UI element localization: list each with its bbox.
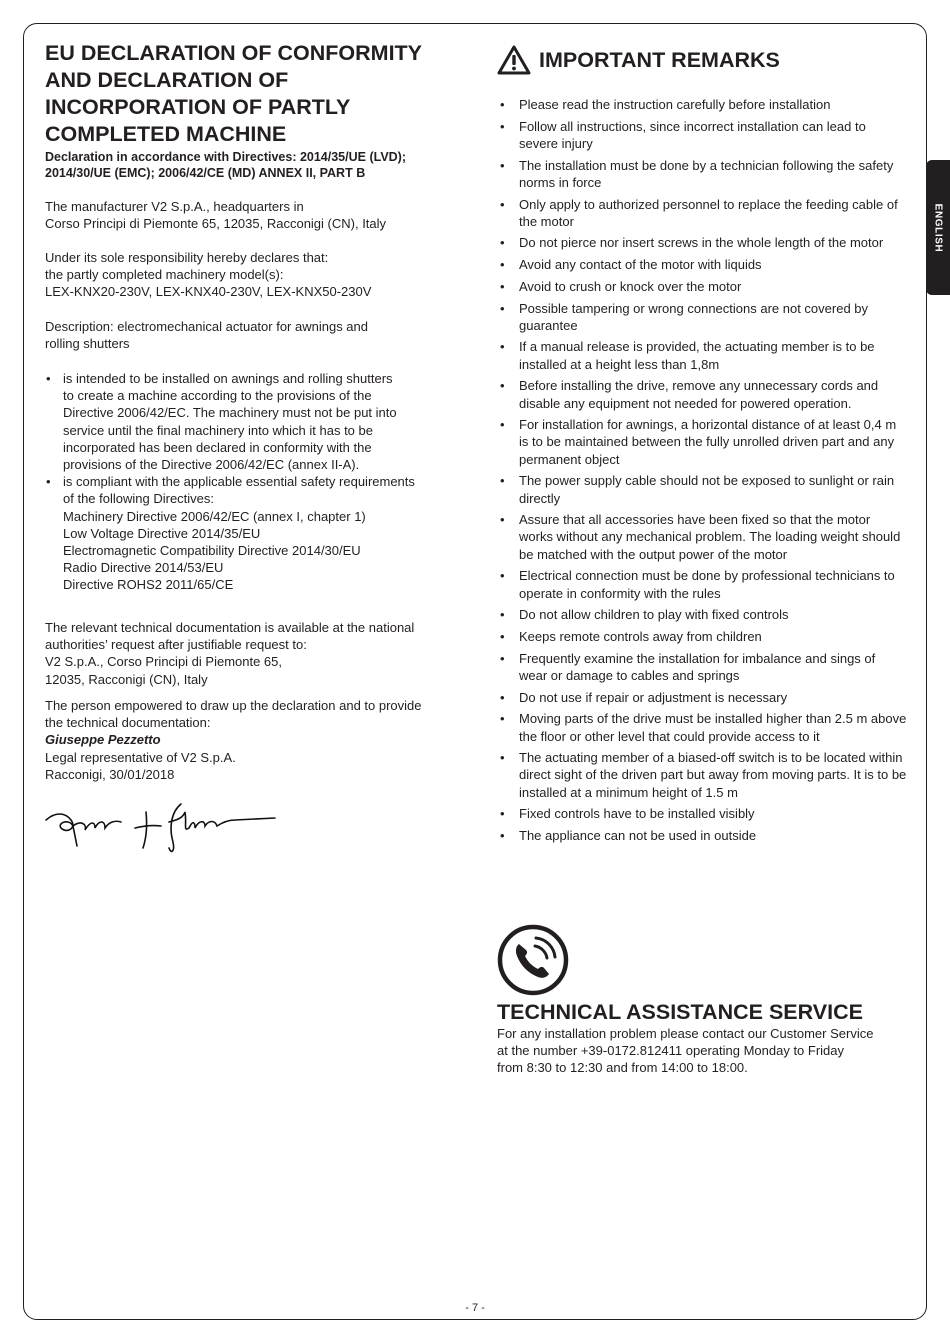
remarks-section: [497, 40, 907, 1076]
language-tab: [926, 160, 950, 295]
remarks-title: IMPORTANT REMARKS: [539, 47, 780, 72]
list-item: • Follow all instructions, since incorrect installation can lead to severe injury: [497, 118, 907, 152]
list-item: • Please read the instruction carefully before installation: [497, 96, 907, 113]
list-item: • Keeps remote controls away from children: [497, 628, 907, 645]
language-tab-label: ENGLISH: [932, 203, 944, 252]
responsibility-text: Under its sole responsibility hereby declares that: the partly completed machinery model(s): LEX-KNX20-230V, LEX-KNX40-230V, LEX-KNX50-230V: [45, 250, 372, 300]
signatory-name: Giuseppe Pezzetto: [45, 732, 161, 748]
signature-image: [43, 798, 278, 860]
list-item: • Do not allow children to play with fixed controls: [497, 606, 907, 623]
assistance-text: For any installation problem please contact our Customer Service at the number +39-0172.812411 operating Monday to Friday from 8:30 to 12:30 and from 14:00 to 18:00.: [497, 1026, 874, 1076]
list-item: • Frequently examine the installation for imbalance and sings of wear or damage to cables and springs: [497, 650, 907, 684]
manufacturer-text: The manufacturer V2 S.p.A., headquarters in Corso Principi di Piemonte 65, 12035, Racconigi (CN), Italy: [45, 199, 387, 232]
list-item: • Possible tampering or wrong connections are not covered by guarantee: [497, 300, 907, 334]
list-item: • If a manual release is provided, the actuating member is to be installed at a height less than 1,8m: [497, 338, 907, 372]
list-item: • Avoid any contact of the motor with liquids: [497, 256, 907, 273]
page-number: - 7 -: [465, 1302, 485, 1314]
list-item: • Before installing the drive, remove any unnecessary cords and disable any equipment not needed for powered operation.: [497, 377, 907, 411]
list-item: • Electrical connection must be done by professional technicians to operate in conformity with the rules: [497, 567, 907, 601]
list-item: • Only apply to authorized personnel to replace the feeding cable of the motor: [497, 196, 907, 230]
assistance-title: TECHNICAL ASSISTANCE SERVICE: [497, 1000, 863, 1024]
signatory-role: Legal representative of V2 S.p.A.: [45, 749, 236, 765]
list-item: • Fixed controls have to be installed visibly: [497, 805, 907, 822]
list-item: • The power supply cable should not be exposed to sunlight or rain directly: [497, 472, 907, 506]
declaration-bullets: [45, 370, 465, 594]
declaration-title: EU DECLARATION OF CONFORMITY AND DECLARATION OF INCORPORATION OF PARTLY COMPLETED MACHINE: [45, 41, 422, 146]
list-item: • Do not pierce nor insert screws in the whole length of the motor: [497, 234, 907, 251]
declaration-section: [45, 40, 465, 782]
list-item: • Do not use if repair or adjustment is necessary: [497, 689, 907, 706]
declaration-subtitle: Declaration in accordance with Directives: 2014/35/UE (LVD); 2014/30/UE (EMC); 2006/42/CE (MD) ANNEX II, PART B: [45, 150, 407, 180]
signatory-block: [45, 697, 422, 783]
place-date: Racconigi, 30/01/2018: [45, 766, 175, 782]
list-item: • is compliant with the applicable essential safety requirements of the following Directives: Machinery Directive 2006/42/EC (annex I, chapter 1) Low Voltage Directive 2014/35/EU Electromagnetic Compatibility Directive 2014/30/EU Radio Directive 2014/53/EU Directive ROHS2 2011/65/CE: [45, 473, 465, 593]
list-item: • For installation for awnings, a horizontal distance of at least 0,4 m is to be maintained between the fully unrolled driven part and any permanent object: [497, 416, 907, 468]
list-item: • The appliance can not be used in outside: [497, 827, 907, 844]
warning-triangle-icon: [497, 45, 531, 75]
empowered-intro: The person empowered to draw up the declaration and to provide the technical documentation:: [45, 698, 422, 731]
list-item: • is intended to be installed on awnings and rolling shutters to create a machine according to the provisions of the Directive 2006/42/EC. The machinery must not be put into service until the final machinery into which it has to be incorporated has been declared in conformity with the provisions of the Directive 2006/42/EC (annex II-A).: [45, 370, 465, 473]
list-item: • The installation must be done by a technician following the safety norms in force: [497, 157, 907, 191]
description-text: Description: electromechanical actuator for awnings and rolling shutters: [45, 319, 369, 352]
remarks-list: [497, 96, 907, 849]
list-item: • Avoid to crush or knock over the motor: [497, 278, 907, 295]
list-item: • The actuating member of a biased-off switch is to be located within direct sight of the driven part but away from moving parts. It is to be installed at a minimum height of 1.5 m: [497, 749, 907, 801]
list-item: • Moving parts of the drive must be installed higher than 2.5 m above the floor or other level that could provide access to it: [497, 710, 907, 744]
list-item: • Assure that all accessories have been fixed so that the motor works without any mechanical problem. The loading weight should be matched with the output power of the motor: [497, 511, 907, 563]
remarks-header: [497, 40, 907, 80]
technical-doc-text: The relevant technical documentation is available at the national authorities’ request after justifiable request to: V2 S.p.A., Corso Principi di Piemonte 65, 12035, Racconigi (CN), Italy: [45, 620, 415, 687]
phone-icon: [497, 924, 569, 996]
